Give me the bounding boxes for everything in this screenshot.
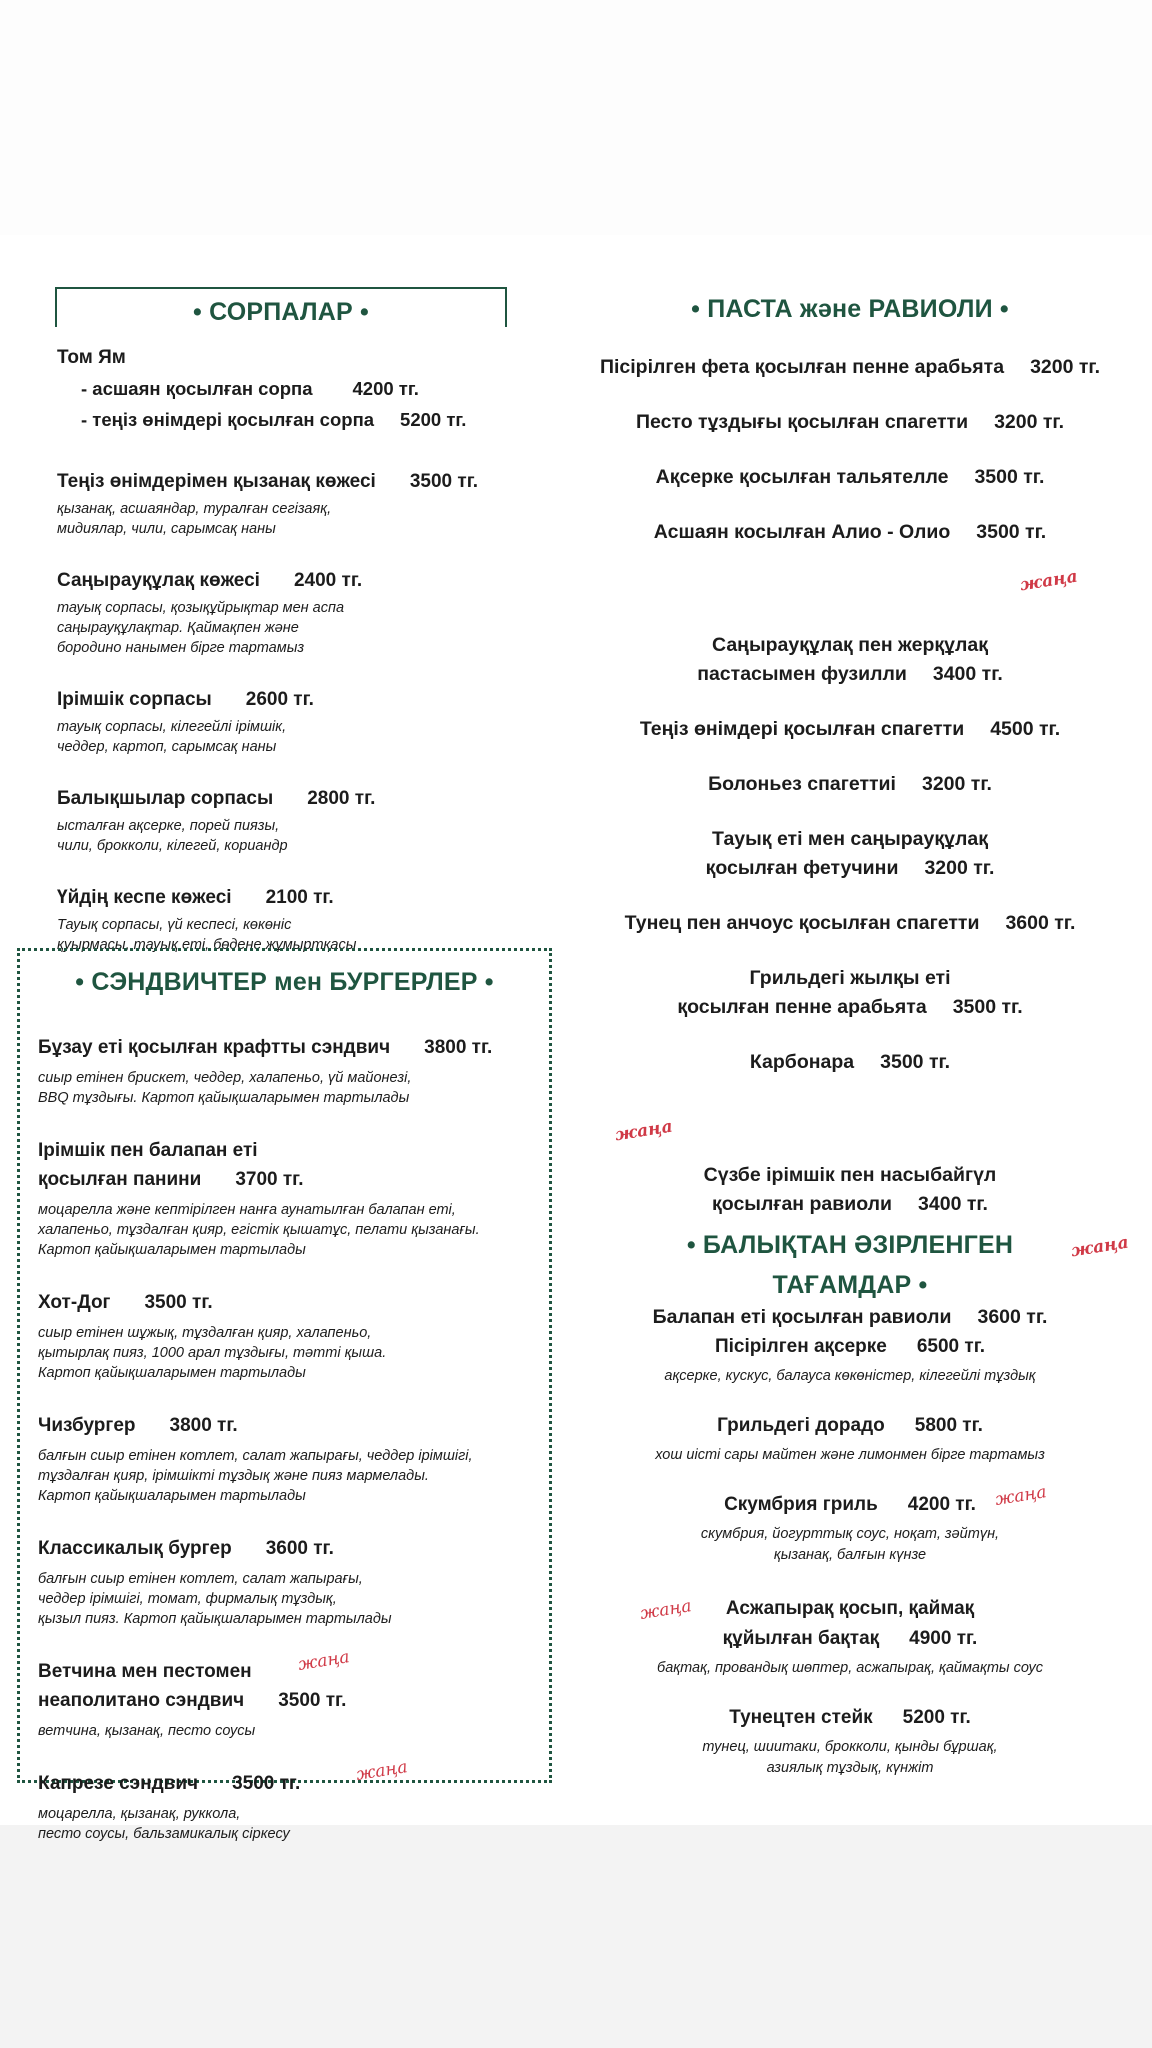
item-price: 6500 тг. bbox=[916, 1336, 986, 1357]
item-price: 4900 тг. bbox=[909, 1628, 978, 1649]
item-description: бақтақ, провандық шөптер, асжапырақ, қаймақты соус bbox=[657, 1660, 1043, 1676]
item-description: сиыр етінен шұжық, тұздалған қияр, халапеньо, қытырлақ пияз, 1000 арал тұздығы, тәтті қыша. Картоп қайықшаларымен тартылады bbox=[38, 1325, 387, 1381]
item-name: Үйдің кеспе көжесі 2100 тг. bbox=[57, 887, 334, 908]
item-name: Грильдегі дорадо 5800 тг. bbox=[717, 1415, 983, 1436]
menu-item bbox=[565, 408, 1135, 437]
menu-item bbox=[565, 964, 1135, 1022]
item-name: Саңырауқұлақ пен жерқұлақ пастасымен фузилли bbox=[697, 634, 988, 685]
item-price: 3500 тг. bbox=[880, 1051, 951, 1073]
fish-section bbox=[565, 1332, 1135, 1803]
item-price: 3500 тг. bbox=[409, 471, 478, 492]
item-description: скумбрия, йогурттық соус, ноқат, зәйтүн, қызанақ, балғын күнзе bbox=[700, 1526, 1000, 1563]
item-description: тауық сорпасы, кілегейлі ірімшік, чеддер, картоп, сарымсақ наны bbox=[57, 719, 287, 755]
menu-item bbox=[565, 1482, 1135, 1566]
item-price: 3700 тг. bbox=[235, 1169, 304, 1190]
item-price: 3500 тг. bbox=[952, 996, 1023, 1018]
item-name: Хот-Дог 3500 тг. bbox=[38, 1292, 213, 1313]
item-description: қызанақ, асшаяндар, туралған сегізаяқ, мидиялар, чили, сарымсақ наны bbox=[57, 501, 332, 537]
menu-item bbox=[57, 689, 517, 757]
menu-item bbox=[38, 1136, 548, 1260]
item-price: 3600 тг. bbox=[1005, 912, 1076, 934]
item-price: 3200 тг. bbox=[921, 773, 992, 795]
variant-name: - теңіз өнімдері қосылған сорпа bbox=[81, 409, 375, 430]
item-description: ветчина, қызанақ, песто соусы bbox=[38, 1723, 256, 1739]
item-description: балғын сиыр етінен котлет, салат жапырағы, чеддер ірімшігі, томат, фирмалық тұздық, қызыл пияз. Картоп қайықшаларымен тартылады bbox=[38, 1571, 392, 1627]
item-name: Том Ям bbox=[57, 347, 126, 368]
variant-name: - асшаян қосылған сорпа bbox=[81, 378, 313, 399]
item-name: Классикалық бургер 3600 тг. bbox=[38, 1538, 334, 1559]
menu-item bbox=[565, 518, 1135, 547]
item-description: хош иісті сары майтен және лимонмен бірге тартамыз bbox=[655, 1447, 1045, 1463]
item-price: 2600 тг. bbox=[245, 689, 314, 710]
item-name: Ақсерке қосылған тальятелле bbox=[655, 466, 949, 488]
tomyam-variant bbox=[81, 378, 517, 400]
menu-item bbox=[57, 887, 517, 955]
item-name: Бұзау еті қосылған крафтты сэндвич 3800 тг. bbox=[38, 1037, 493, 1058]
item-price: 3200 тг. bbox=[1030, 356, 1101, 378]
menu-item bbox=[565, 1103, 1135, 1219]
item-name: Тауық еті мен саңырауқұлақ қосылған фетучини bbox=[705, 828, 988, 879]
menu-item bbox=[565, 770, 1135, 799]
item-price: 3500 тг. bbox=[974, 466, 1045, 488]
menu-item bbox=[565, 463, 1135, 492]
menu-item bbox=[38, 1288, 548, 1383]
new-badge: жаңа bbox=[638, 1596, 693, 1624]
item-price: 5800 тг. bbox=[914, 1415, 983, 1436]
new-badge: жаңа bbox=[1069, 1232, 1131, 1262]
variant-price: 4200 тг. bbox=[352, 378, 419, 399]
menu-item bbox=[565, 1048, 1135, 1077]
item-price: 3400 тг. bbox=[932, 663, 1003, 685]
menu-item bbox=[38, 1647, 548, 1741]
menu-item bbox=[57, 570, 517, 658]
item-name: Асшаян косылған Алио - Олио bbox=[653, 521, 951, 543]
soups-heading-frame bbox=[55, 287, 507, 327]
item-price: 2800 тг. bbox=[307, 788, 376, 809]
new-badge: жаңа bbox=[296, 1647, 351, 1675]
item-name: Чизбургер 3800 тг. bbox=[38, 1415, 238, 1436]
item-price: 3500 тг. bbox=[232, 1773, 301, 1794]
menu-item-tomyam bbox=[57, 347, 517, 431]
soups-section bbox=[57, 347, 517, 955]
item-name: Болоньез спагеттиі bbox=[708, 773, 896, 795]
item-name: Сүзбе ірімшік пен насыбайгүл қосылған равиоли bbox=[703, 1164, 997, 1215]
item-description: ақсерке, кускус, балауса көкөністер, кілегейлі тұздық bbox=[664, 1368, 1036, 1384]
sandwiches-list bbox=[38, 1033, 548, 1844]
new-badge: жаңа bbox=[613, 1116, 675, 1146]
menu-item bbox=[565, 1594, 1135, 1679]
item-price: 3200 тг. bbox=[994, 411, 1065, 433]
pasta-section bbox=[565, 353, 1135, 1358]
menu-item bbox=[38, 1033, 548, 1108]
new-badge: жаңа bbox=[354, 1757, 409, 1785]
menu-item bbox=[57, 788, 517, 856]
item-name: Скумбрия гриль 4200 тг. bbox=[724, 1494, 976, 1515]
menu-item bbox=[38, 1534, 548, 1629]
item-price: 3600 тг. bbox=[977, 1306, 1048, 1328]
item-name: Карбонара bbox=[749, 1051, 855, 1073]
sandwiches-heading: • СЭНДВИЧТЕР мен БУРГЕРЛЕР • bbox=[75, 968, 494, 996]
item-price: 3800 тг. bbox=[424, 1037, 493, 1058]
item-price: 3500 тг. bbox=[278, 1690, 347, 1711]
item-description: балғын сиыр етінен котлет, салат жапырағы, чеддер ірімшігі, тұздалған қияр, ірімшікті тұздық және пияз мармелады. Картоп қайықшаларымен тартылады bbox=[38, 1448, 473, 1504]
tomyam-variant bbox=[81, 409, 517, 431]
item-name: Тунецтен стейк 5200 тг. bbox=[729, 1707, 971, 1728]
item-price: 3200 тг. bbox=[924, 857, 995, 879]
item-price: 2100 тг. bbox=[265, 887, 334, 908]
item-name: Капрезе сэндвич 3500 тг. bbox=[38, 1773, 301, 1794]
menu-item bbox=[565, 1411, 1135, 1466]
item-description: тауық сорпасы, қозықұйрықтар мен аспа саңырауқұлақтар. Қаймақпен және бородино нанымен бірге тартамыз bbox=[57, 600, 345, 656]
menu-item bbox=[38, 1757, 548, 1844]
item-price: 3500 тг. bbox=[976, 521, 1047, 543]
top-blank-area bbox=[0, 0, 1152, 235]
pasta-heading: • ПАСТА және РАВИОЛИ • bbox=[691, 295, 1009, 323]
item-name: Саңырауқұлақ көжесі 2400 тг. bbox=[57, 570, 363, 591]
menu-item bbox=[565, 1703, 1135, 1779]
item-price: 2400 тг. bbox=[293, 570, 363, 591]
menu-item bbox=[38, 1411, 548, 1506]
item-description: Тауық сорпасы, үй кеспесі, көкөніс қуырмасы, тауық еті, бөдене жұмыртқасы bbox=[57, 917, 357, 953]
sandwiches-section bbox=[17, 948, 552, 1842]
item-description: моцарелла және кептірілген нанға аунатылған балапан еті, халапеньо, тұздалған қияр, егістік қышатұс, пелати қызанағы. Картоп қайықшаларымен тартылады bbox=[38, 1202, 480, 1258]
new-badge: жаңа bbox=[1018, 566, 1080, 596]
item-description: сиыр етінен брискет, чеддер, халапеньо, үй майонезі, BBQ тұздығы. Картоп қайықшаларымен тартылады bbox=[38, 1070, 412, 1106]
item-price: 3400 тг. bbox=[918, 1193, 988, 1215]
item-name: Ірімшік пен балапан еті қосылған панини 3700 тг. bbox=[38, 1140, 304, 1190]
item-name: Грильдегі жылқы еті қосылған пенне арабьята bbox=[677, 967, 951, 1018]
menu-item bbox=[565, 825, 1135, 883]
item-price: 4500 тг. bbox=[990, 718, 1061, 740]
item-price: 3500 тг. bbox=[144, 1292, 213, 1313]
menu-item bbox=[565, 353, 1135, 382]
item-price: 3800 тг. bbox=[169, 1415, 238, 1436]
item-name: Тунец пен анчоус қосылған спагетти bbox=[624, 912, 980, 934]
item-name: Пісірілген ақсерке 6500 тг. bbox=[714, 1336, 986, 1357]
item-name: Балықшылар сорпасы 2800 тг. bbox=[57, 788, 376, 809]
variant-price: 5200 тг. bbox=[400, 409, 467, 430]
soups-heading: • СОРПАЛАР • bbox=[193, 298, 369, 326]
menu-item bbox=[565, 715, 1135, 744]
item-description: тунец, шиитаки, брокколи, қынды бұршақ, азиялық тұздық, күнжіт bbox=[702, 1739, 998, 1776]
menu-item bbox=[565, 1332, 1135, 1387]
item-price: 5200 тг. bbox=[902, 1707, 971, 1728]
item-name: Асжапырақ қосып, қаймақ құйылған бақтақ 4900 тг. bbox=[722, 1598, 978, 1649]
item-name: Балапан еті қосылған равиоли bbox=[652, 1306, 952, 1328]
item-description: ысталған ақсерке, порей пиязы, чили, брокколи, кілегей, кориандр bbox=[57, 818, 288, 854]
item-name: Теңіз өнімдері қосылған спагетти bbox=[639, 718, 965, 740]
menu-item bbox=[565, 909, 1135, 938]
item-name: Теңіз өнімдерімен қызанақ көжесі 3500 тг. bbox=[57, 471, 478, 492]
menu-item bbox=[565, 566, 1135, 689]
item-name: Ірімшік сорпасы 2600 тг. bbox=[57, 689, 314, 710]
item-name: Ветчина мен пестомен неаполитано сэндвич 3500 тг. bbox=[38, 1661, 347, 1711]
new-badge: жаңа bbox=[993, 1482, 1048, 1510]
item-name: Пісірілген фета қосылған пенне арабьята bbox=[599, 356, 1005, 378]
item-price: 3600 тг. bbox=[265, 1538, 334, 1559]
item-description: моцарелла, қызанақ, руккола, песто соусы, бальзамикалық сіркесу bbox=[38, 1806, 290, 1842]
item-price: 4200 тг. bbox=[907, 1494, 976, 1515]
fish-heading: • БАЛЫҚТАН ӘЗІРЛЕНГЕН ТАҒАМДАР • bbox=[686, 1231, 1014, 1299]
menu-item bbox=[57, 471, 517, 539]
item-name: Песто тұздығы қосылған спагетти bbox=[635, 411, 969, 433]
